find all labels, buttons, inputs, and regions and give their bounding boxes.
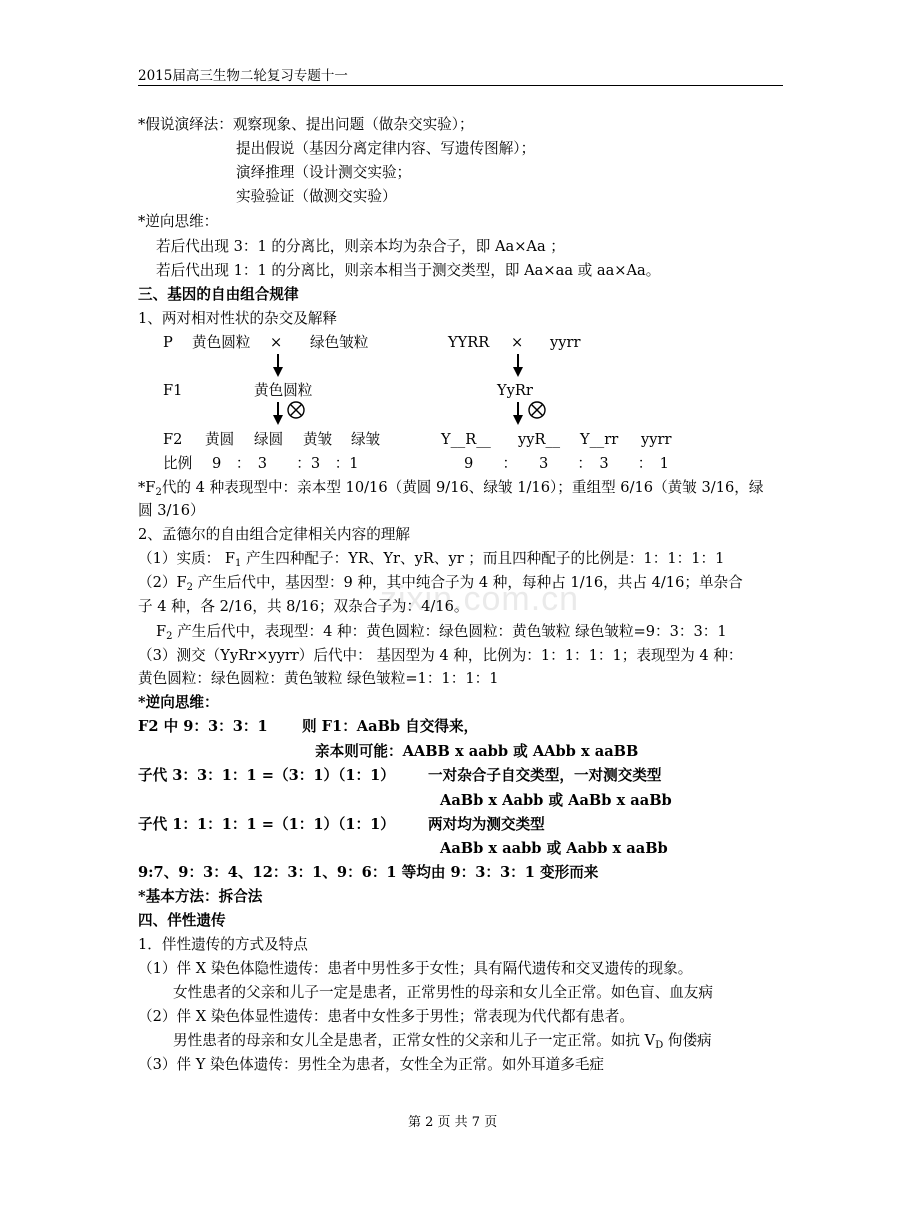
hypo-line-4: 实验验证（做测交实验） — [236, 188, 397, 205]
diagram-p-cross: × — [270, 334, 283, 351]
diagram-f2-geno-4: yyrr — [641, 431, 672, 448]
diagram-ratio-left: 9 ： 3 ：3 ：1 — [212, 455, 359, 472]
arrow-p-f1-left-line — [277, 354, 279, 368]
reverse2-row8: *基本方法：拆合法 — [138, 888, 263, 905]
diagram-f2-geno-1: Y__R__ — [441, 431, 491, 448]
reverse2-row5-left: 子代 1：1：1：1 =（1：1）（1：1） — [138, 816, 395, 833]
diagram-f2-pheno-3: 黄皱 — [303, 431, 333, 448]
reverse2-row2: 亲本则可能：AABB x aabb 或 AAbb x aaBB — [315, 743, 639, 760]
diagram-f1-label: F1 — [163, 382, 183, 399]
reverse2-row7: 9:7、9：3：4、12：3：1、9：6：1 等均由 9：3：3：1 变形而来 — [138, 864, 599, 881]
section4-title: 四、伴性遗传 — [138, 912, 226, 929]
watermark: zixin.com.cn — [380, 580, 580, 618]
section4-line-1: （1）伴 X 染色体隐性遗传：患者中男性多于女性；具有隔代遗传和交叉遗传的现象。 — [138, 960, 693, 977]
diagram-f2-geno-2: yyR__ — [518, 431, 561, 448]
diagram-f2-pheno-2: 绿圆 — [254, 431, 284, 448]
section3-2-line-6: 黄色圆粒：绿色圆粒：黄色皱粒 绿色皱粒=1：1：1：1 — [138, 670, 499, 687]
section4-sub1: 1．伴性遗传的方式及特点 — [138, 936, 308, 953]
selfing-icon-left — [286, 400, 306, 420]
header-rule — [138, 85, 783, 86]
reverse2-row6: AaBb x aabb 或 Aabb x aaBb — [440, 840, 668, 857]
arrow-f1-f2-right-head — [513, 415, 523, 425]
reverse2-row5-right: 两对均为测交类型 — [428, 816, 545, 833]
section4-line-4: 男性患者的母亲和女儿全是患者，正常女性的父亲和儿子一定正常。如抗 $V_D$ 佝偻病 — [173, 1032, 712, 1051]
f2-note-line-1: $*F_2$代的 4 种表现型中：亲本型 10/16（黄圆 9/16、绿皱 1/16）；重组型 6/16（黄皱 3/16，绿 — [138, 479, 764, 498]
arrow-f1-f2-left-line — [277, 402, 279, 416]
arrow-p-f1-right-head — [513, 367, 523, 377]
section3-2-line-3: 子 4 种，各 2/16，共 8/16；双杂合子为：4/16。 — [138, 598, 469, 615]
diagram-ratio-label: 比例 — [163, 455, 193, 472]
reverse2-row3-right: 一对杂合子自交类型，一对测交类型 — [428, 767, 662, 784]
reverse2-row1-left: F2 中 9：3：3：1 — [138, 718, 268, 735]
f2-note-line-2: 圆 3/16） — [138, 502, 205, 519]
page-header: 2015届高三生物二轮复习专题十一 — [138, 68, 348, 84]
arrow-f1-f2-left-head — [273, 415, 283, 425]
reverse1-line-1: 若后代出现 3：1 的分离比，则亲本均为杂合子，即 Aa×Aa ； — [156, 238, 565, 255]
diagram-f1-phenotype: 黄色圆粒 — [254, 382, 313, 399]
section3-2-line-1: （1）实质： $F_1$ 产生四种配子：YR、Yr、yR、yr ；而且四种配子的比例是：1：1：1：1 — [138, 550, 725, 569]
section3-2-line-2: $(2)F_2$ 产生后代中，基因型：9 种，其中纯合子为 4 种，每种占 1/16，共占 4/16；单杂合 — [138, 574, 743, 593]
diagram-p-genotype-1: YYRR — [448, 334, 490, 351]
diagram-f1-genotype: YyRr — [497, 382, 533, 399]
reverse2-title: *逆向思维： — [138, 694, 219, 711]
diagram-p-cross-2: × — [511, 334, 524, 351]
section3-sub1: 1、两对相对性状的杂交及解释 — [138, 310, 338, 327]
arrow-p-f1-right-line — [517, 354, 519, 368]
arrow-f1-f2-right-line — [517, 402, 519, 416]
section4-line-5: （3）伴 Y 染色体遗传：男性全为患者，女性全为正常。如外耳道多毛症 — [138, 1056, 605, 1073]
arrow-p-f1-left-head — [273, 367, 283, 377]
page-footer: 第 2 页 共 7 页 — [408, 1115, 498, 1130]
diagram-p-genotype-2: yyrr — [550, 334, 581, 351]
section4-line-2: 女性患者的父亲和儿子一定是患者，正常男性的母亲和女儿全正常。如色盲、血友病 — [173, 984, 713, 1001]
section3-2-line-4: $F_2$ 产生后代中，表现型：4 种：黄色圆粒：绿色圆粒：黄色皱粒 绿色皱粒=9：3：3：1 — [156, 623, 727, 642]
diagram-f2-pheno-1: 黄圆 — [205, 431, 235, 448]
hypo-line-1: *假说演绎法：观察现象、提出问题（做杂交实验）； — [138, 116, 474, 133]
diagram-p-yellow-round: 黄色圆粒 — [192, 334, 251, 351]
diagram-f2-pheno-4: 绿皱 — [351, 431, 381, 448]
reverse1-line-2: 若后代出现 1：1 的分离比，则亲本相当于测交类型，即 Aa×aa 或 aa×Aa。 — [156, 262, 661, 279]
section4-line-3: （2）伴 X 染色体显性遗传：患者中女性多于男性；常表现为代代都有患者。 — [138, 1008, 634, 1025]
hypo-line-2: 提出假说（基因分离定律内容、写遗传图解）； — [236, 140, 536, 157]
section3-2-line-5: （3）测交（YyRr×yyrr）后代中： 基因型为 4 种，比例为：1：1：1：1；表现型为 4 种： — [138, 647, 743, 664]
section3-title: 三、基因的自由组合规律 — [138, 286, 299, 303]
selfing-icon-right — [527, 400, 547, 420]
diagram-f2-label: F2 — [163, 431, 183, 448]
hypo-line-3: 演绎推理（设计测交实验； — [236, 164, 412, 181]
section3-2-title: 2、孟德尔的自由组合定律相关内容的理解 — [138, 526, 410, 543]
reverse2-row3-left: 子代 3：3：1：1 =（3：1）（1：1） — [138, 767, 395, 784]
reverse2-row4: AaBb x Aabb 或 AaBb x aaBb — [440, 792, 672, 809]
diagram-p-label: P — [163, 334, 173, 351]
diagram-f2-geno-3: Y__rr — [580, 431, 619, 448]
diagram-p-green-wrinkled: 绿色皱粒 — [310, 334, 369, 351]
reverse2-row1-right: 则 F1：AaBb 自交得来， — [302, 718, 479, 735]
reverse1-title: *逆向思维： — [138, 213, 219, 230]
diagram-ratio-right: 9 ： 3 ： 3 ： 1 — [464, 455, 669, 472]
